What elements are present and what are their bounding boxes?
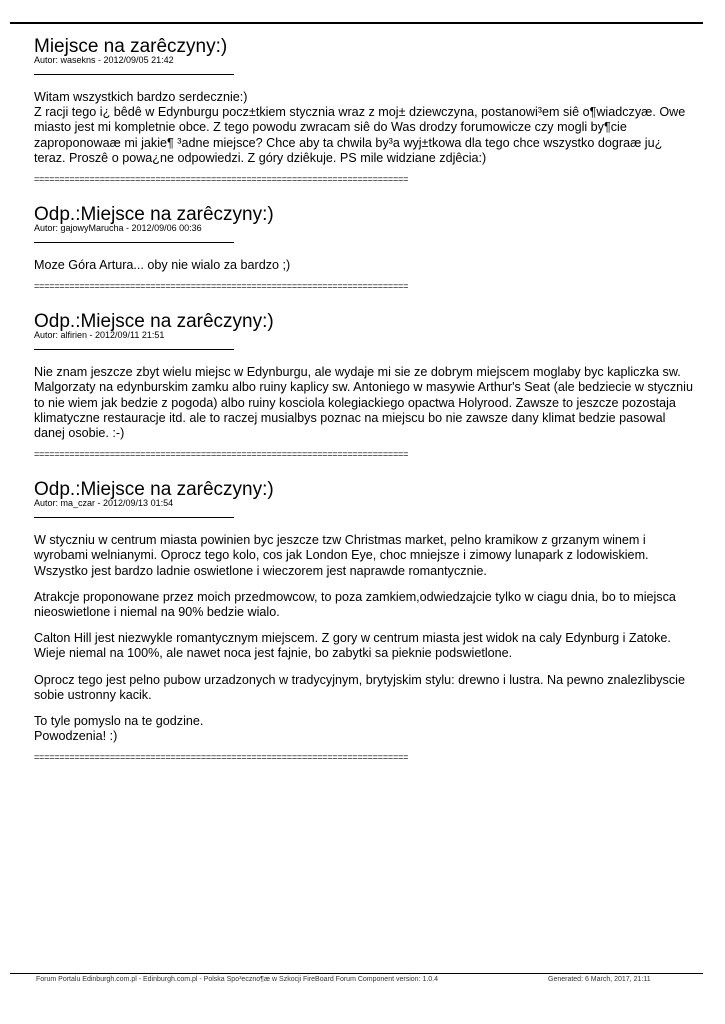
post-title: Odp.:Miejsce na zarêczyny:): [34, 479, 274, 501]
post-separator: ==========================================================================: [34, 449, 409, 460]
forum-post: [34, 36, 696, 184]
post-author-meta: Autor: wasekns - 2012/09/05 21:42: [34, 55, 174, 65]
post-title: Odp.:Miejsce na zarêczyny:): [34, 204, 274, 226]
post-paragraph: Atrakcje proponowane przez moich przedmowcow, to poza zamkiem,odwiedzajcie tylko w ciagu dnia, bo to miejsca nieoswietlone i niemal na 90% bedzie wialo.: [34, 589, 676, 620]
post-paragraph: Calton Hill jest niezwykle romantycznym miejscem. Z gory w centrum miasta jest widok na caly Edynburg i Zatoke. Wieje niemal na 100%, ale nawet noca jest fajnie, bo zabytki sa pieknie podswietlone.: [34, 631, 671, 661]
footer-generated-date: Generated: 6 March, 2017, 21:11: [548, 976, 651, 983]
footer-site-name: Forum Portalu Edinburgh.com.pl - Edinburgh.com.pl - Polska Spo³eczno¶æ w Szkocji: [36, 976, 302, 983]
post-body: [34, 365, 696, 441]
post-body: [34, 258, 696, 273]
footer-component-version: FireBoard Forum Component version: 1.0.4: [303, 976, 439, 983]
post-paragraph: To tyle pomyslo na te godzine. Powodzenia! :): [34, 714, 204, 744]
post-meta-divider: [34, 517, 234, 518]
post-author-meta: Autor: ma_czar - 2012/09/13 01:54: [34, 498, 174, 509]
post-paragraph: W styczniu w centrum miasta powinien byc jeszcze tzw Christmas market, pelno kramikow z grzanym winem i wyrobami welnianymi. Oprocz tego kolo, cos jak London Eye, choc mniejsze i zimowy lunapark z lodowiskiem. Wszystko jest bardzo ladnie oswietlone i wieczorem jest naprawde romantycznie.: [34, 533, 649, 578]
post-paragraph: Oprocz tego jest pelno pubow urzadzonych w tradycyjnym, brytyjskim stylu: drewno i lustra. Na pewno znalezlibyscie sobie ustronny kacik.: [34, 672, 685, 702]
post-paragraph: Witam wszystkich bardzo serdecznie:) Z racji tego i¿ bêdê w Edynburgu pocz±tkiem stycznia wraz z moj± dziewczyna, postanowi³em siê o¶wiadczyæ. Owe miasto jest mi kompletnie obce. Z tego powodu zwracam siê do Was drodzy forumowicze czy mogli by¶cie zaproponowaæ mi jakie¶ ³adne miejsce? Chce aby ta chwila by³a wyj±tkowa dla tego chce wszystko dograæ ju¿ teraz. Proszê o powa¿ne odpowiedzi. Z góry dziêkuje. PS mile widziane zdjêcia:): [34, 90, 686, 165]
top-divider: [10, 22, 703, 24]
post-paragraph: Moze Góra Artura... oby nie wialo za bardzo ;): [34, 258, 291, 273]
post-body: [34, 90, 696, 166]
post-separator: ==========================================================================: [34, 174, 409, 185]
post-paragraph: Nie znam jeszcze zbyt wielu miejsc w Edynburgu, ale wydaje mi sie ze dobrym miejscem moglaby byc kapliczka sw. Malgorzaty na edynburskim zamku albo ruiny kaplicy sw. Antoniego w masywie Arthur's Seat (ale bedziecie w styczniu to nie wiem jak bedzie z pogoda) albo ruiny kosciola kolegiackiego opactwa Holyrood. Zawsze to jeszcze pozostaja klimatyczne restauracje itd. ale to raczej musialbys poznac na miejscu bo nie zawsze dany klimat bedzie pasowal danej osobie. :-): [34, 365, 693, 441]
post-title: Odp.:Miejsce na zarêczyny:): [34, 311, 274, 333]
forum-post: [34, 204, 696, 291]
footer-divider: [10, 973, 703, 974]
post-title: Miejsce na zarêczyny:): [34, 36, 228, 57]
post-meta-divider: [34, 349, 234, 350]
forum-post: [34, 311, 696, 459]
page-footer: [0, 976, 725, 988]
posts-list: [34, 36, 696, 762]
post-separator: ==========================================================================: [34, 281, 409, 292]
post-author-meta: Autor: gajowyMarucha - 2012/09/06 00:36: [34, 223, 202, 234]
post-separator: ==========================================================================: [34, 752, 409, 763]
post-meta-divider: [34, 74, 234, 75]
forum-post: [34, 479, 696, 762]
post-body: [34, 533, 696, 744]
post-author-meta: Autor: alfirien - 2012/09/11 21:51: [34, 330, 165, 341]
post-meta-divider: [34, 242, 234, 243]
